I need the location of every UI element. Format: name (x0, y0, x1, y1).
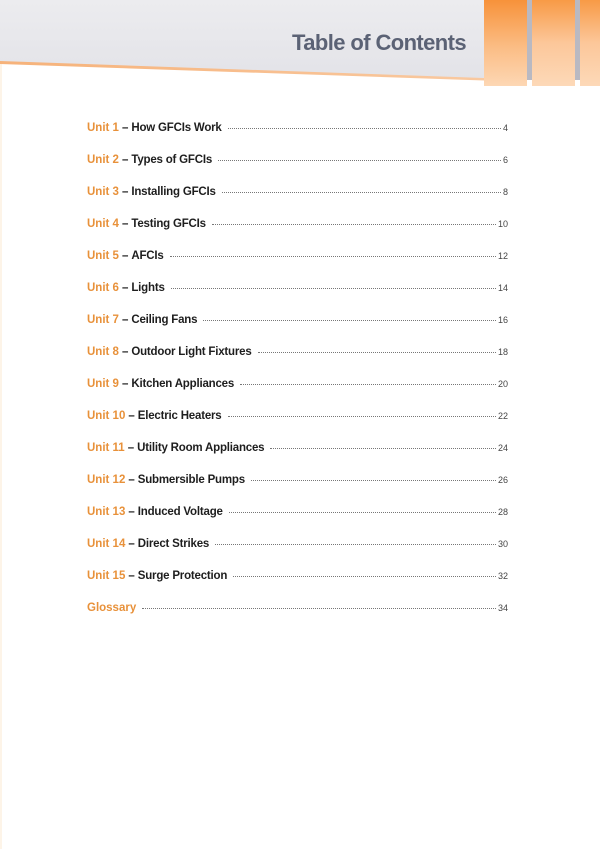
separator: – (121, 186, 129, 198)
toc-entry-unit-9[interactable] (87, 378, 508, 410)
unit-title: Kitchen Appliances (131, 378, 235, 390)
unit-label: Unit 15 (87, 570, 126, 582)
page-number: 18 (497, 347, 508, 357)
separator: – (121, 346, 129, 358)
separator: – (121, 122, 129, 134)
separator: – (121, 154, 129, 166)
page-number: 16 (497, 315, 508, 325)
dot-leader (222, 191, 501, 193)
unit-label: Unit 5 (87, 250, 119, 262)
dot-leader (233, 575, 496, 577)
dot-leader (258, 351, 496, 353)
page-number: 6 (502, 155, 508, 165)
toc-entry-glossary[interactable] (87, 602, 508, 634)
toc-entry-unit-10[interactable] (87, 410, 508, 442)
dot-leader (203, 319, 496, 321)
page-title: Table of Contents (292, 30, 466, 55)
unit-title: Electric Heaters (137, 410, 222, 422)
unit-title: Testing GFCIs (131, 218, 206, 230)
dot-leader (171, 287, 496, 289)
page-number: 12 (497, 251, 508, 261)
unit-title: Induced Voltage (137, 506, 223, 518)
page-number: 4 (502, 123, 508, 133)
page-number: 10 (497, 219, 508, 229)
page-number: 20 (497, 379, 508, 389)
unit-label: Unit 12 (87, 474, 126, 486)
separator: – (121, 218, 129, 230)
toc-entry-unit-11[interactable] (87, 442, 508, 474)
dot-leader (228, 415, 496, 417)
separator: – (128, 474, 135, 486)
unit-title: Lights (131, 282, 165, 294)
dot-leader (270, 447, 496, 449)
unit-title: Types of GFCIs (131, 154, 213, 166)
dot-leader (142, 607, 496, 609)
unit-label: Unit 3 (87, 186, 119, 198)
toc-entry-unit-3[interactable] (87, 186, 508, 218)
dot-leader (170, 255, 496, 257)
separator: – (128, 538, 135, 550)
unit-title: Outdoor Light Fixtures (131, 346, 252, 358)
dot-leader (251, 479, 496, 481)
unit-title: How GFCIs Work (131, 122, 222, 134)
unit-title: AFCIs (131, 250, 164, 262)
toc-entry-unit-6[interactable] (87, 282, 508, 314)
page-number: 30 (497, 539, 508, 549)
page-number: 28 (497, 507, 508, 517)
unit-label: Unit 4 (87, 218, 119, 230)
separator: – (128, 410, 135, 422)
unit-label: Unit 6 (87, 282, 119, 294)
separator: – (121, 314, 129, 326)
separator: – (127, 442, 135, 454)
unit-label: Unit 9 (87, 378, 119, 390)
toc-entry-unit-2[interactable] (87, 154, 508, 186)
page-edge-strip (0, 0, 2, 849)
separator: – (121, 250, 129, 262)
unit-label: Unit 1 (87, 122, 119, 134)
unit-title: Direct Strikes (137, 538, 210, 550)
toc-entry-unit-7[interactable] (87, 314, 508, 346)
toc-entry-unit-8[interactable] (87, 346, 508, 378)
page-number: 24 (497, 443, 508, 453)
dot-leader (240, 383, 496, 385)
unit-label: Unit 2 (87, 154, 119, 166)
toc-entry-unit-14[interactable] (87, 538, 508, 570)
dot-leader (215, 543, 496, 545)
unit-title: Utility Room Appliances (137, 442, 265, 454)
toc-entry-unit-4[interactable] (87, 218, 508, 250)
dot-leader (212, 223, 496, 225)
unit-label: Unit 13 (87, 506, 126, 518)
unit-title: Surge Protection (137, 570, 228, 582)
page-number: 34 (497, 603, 508, 613)
dot-leader (218, 159, 501, 161)
separator: – (121, 378, 129, 390)
dot-leader (228, 127, 501, 129)
separator: – (128, 570, 135, 582)
page-number: 26 (497, 475, 508, 485)
unit-title: Installing GFCIs (131, 186, 216, 198)
table-of-contents (87, 122, 508, 634)
unit-label: Unit 11 (87, 442, 125, 454)
page-number: 8 (502, 187, 508, 197)
separator: – (121, 282, 129, 294)
page-number: 14 (497, 283, 508, 293)
unit-label: Unit 7 (87, 314, 119, 326)
unit-label: Unit 8 (87, 346, 119, 358)
toc-entry-unit-1[interactable] (87, 122, 508, 154)
toc-entry-unit-13[interactable] (87, 506, 508, 538)
separator: – (128, 506, 135, 518)
toc-entry-unit-15[interactable] (87, 570, 508, 602)
unit-title: Ceiling Fans (131, 314, 198, 326)
toc-entry-unit-5[interactable] (87, 250, 508, 282)
unit-label: Unit 14 (87, 538, 126, 550)
dot-leader (229, 511, 496, 513)
unit-title: Submersible Pumps (137, 474, 245, 486)
glossary-label: Glossary (87, 602, 137, 614)
page-number: 22 (497, 411, 508, 421)
toc-entry-unit-12[interactable] (87, 474, 508, 506)
unit-label: Unit 10 (87, 410, 126, 422)
page-number: 32 (497, 571, 508, 581)
